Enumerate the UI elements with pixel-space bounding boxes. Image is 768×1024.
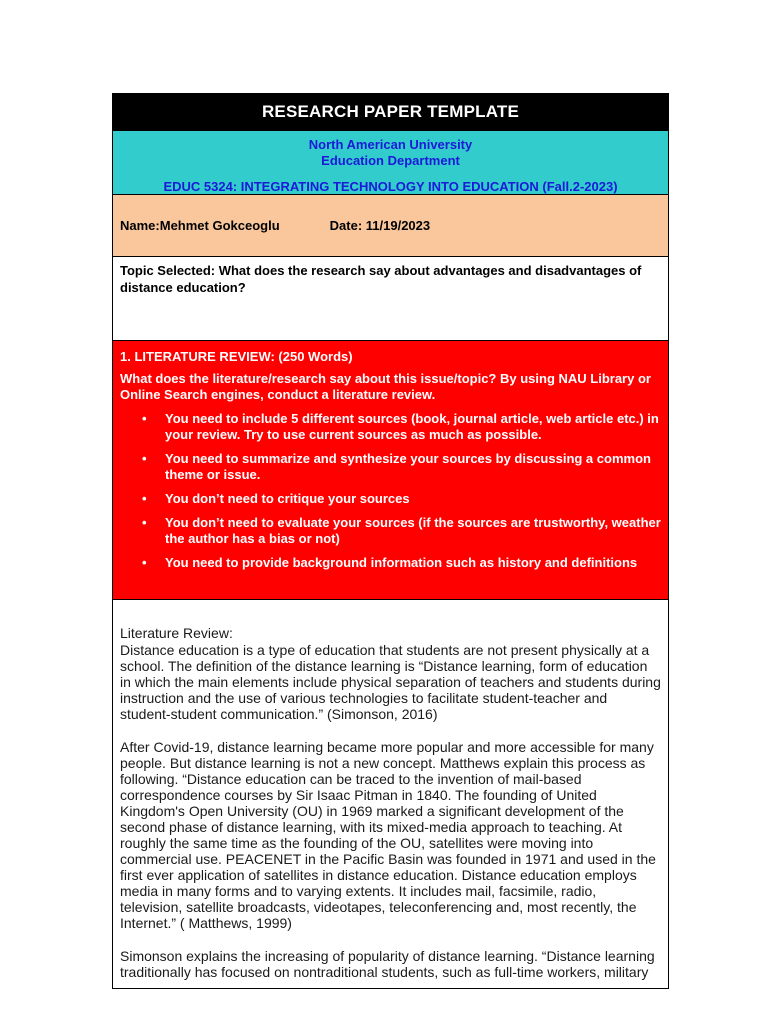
research-paper-template-table — [112, 93, 669, 989]
bullet-icon: • — [142, 451, 147, 466]
department-row — [113, 131, 668, 195]
instruction-text: You need to summarize and synthesize your sources by discussing a common theme or issue. — [165, 451, 651, 482]
instruction-text: You need to include 5 different sources (book, journal article, web article etc.) in your review. Try to use current sources as much as possible. — [165, 411, 659, 442]
student-info-row — [113, 195, 668, 257]
student-name: Name:Mehmet Gokceoglu — [120, 218, 280, 233]
instruction-item — [120, 491, 661, 507]
instruction-list — [120, 411, 661, 571]
body-paragraph: Distance education is a type of education that students are not present physically at a school. The definition of the distance learning is “Distance learning, form of education in which the main elements include physical separation of teachers and students during instruction and the use of various technologies to facilitate student-teacher and student-student communication.” (Simonson, 2016) — [120, 642, 661, 722]
bullet-icon: • — [142, 555, 147, 570]
literature-review-body — [113, 600, 668, 988]
instruction-text: You don’t need to evaluate your sources (if the sources are trustworthy, weather the author has a bias or not) — [165, 515, 661, 546]
literature-instructions-row — [113, 341, 668, 600]
literature-review-label: Literature Review: — [120, 625, 233, 641]
literature-question: What does the literature/research say about this issue/topic? By using NAU Library or Online Search engines, conduct a literature review. — [120, 371, 651, 402]
department-name: Education Department — [321, 153, 460, 168]
university-name: North American University — [308, 137, 473, 152]
template-title-row — [113, 94, 668, 131]
body-paragraph: After Covid-19, distance learning became more popular and more accessible for many people. But distance learning is not a new concept. Matthews explain this process as following. “Distance education can be traced to the invention of mail-based correspondence courses by Sir Isaac Pitman in 1840. The founding of United Kingdom's Open University (OU) in 1969 marked a significant development of the second phase of distance learning, with its mixed-media approach to teaching. At roughly the same time as the founding of the OU, satellites were moving into commercial use. PEACENET in the Pacific Basin was founded in 1971 and used in the first ever application of satellites in distance education. Distance education employs media in many forms and to varying extents. It includes mail, facsimile, radio, television, satellite broadcasts, videotapes, teleconferencing and, most recently, the Internet.” ( Matthews, 1999) — [120, 739, 656, 931]
template-title: RESEARCH PAPER TEMPLATE — [261, 102, 520, 121]
instruction-text: You don’t need to critique your sources — [165, 491, 410, 506]
submission-date: Date: 11/19/2023 — [329, 218, 431, 233]
literature-heading: 1. LITERATURE REVIEW: (250 Words) — [120, 349, 353, 364]
course-title: EDUC 5324: INTEGRATING TECHNOLOGY INTO EDUCATION (Fall.2-2023) — [163, 179, 618, 194]
bullet-icon: • — [142, 491, 147, 506]
instruction-item — [120, 555, 661, 571]
bullet-icon: • — [142, 515, 147, 530]
instruction-item — [120, 515, 661, 547]
topic-text: Topic Selected: What does the research say about advantages and disadvantages of distance education? — [120, 263, 642, 295]
bullet-icon: • — [142, 411, 147, 426]
instruction-item — [120, 451, 661, 483]
topic-row — [113, 257, 668, 341]
body-paragraph: Simonson explains the increasing of popularity of distance learning. “Distance learning traditionally has focused on nontraditional students, such as full-time workers, military — [120, 948, 655, 980]
instruction-text: You need to provide background information such as history and definitions — [165, 555, 638, 570]
instruction-item — [120, 411, 661, 443]
